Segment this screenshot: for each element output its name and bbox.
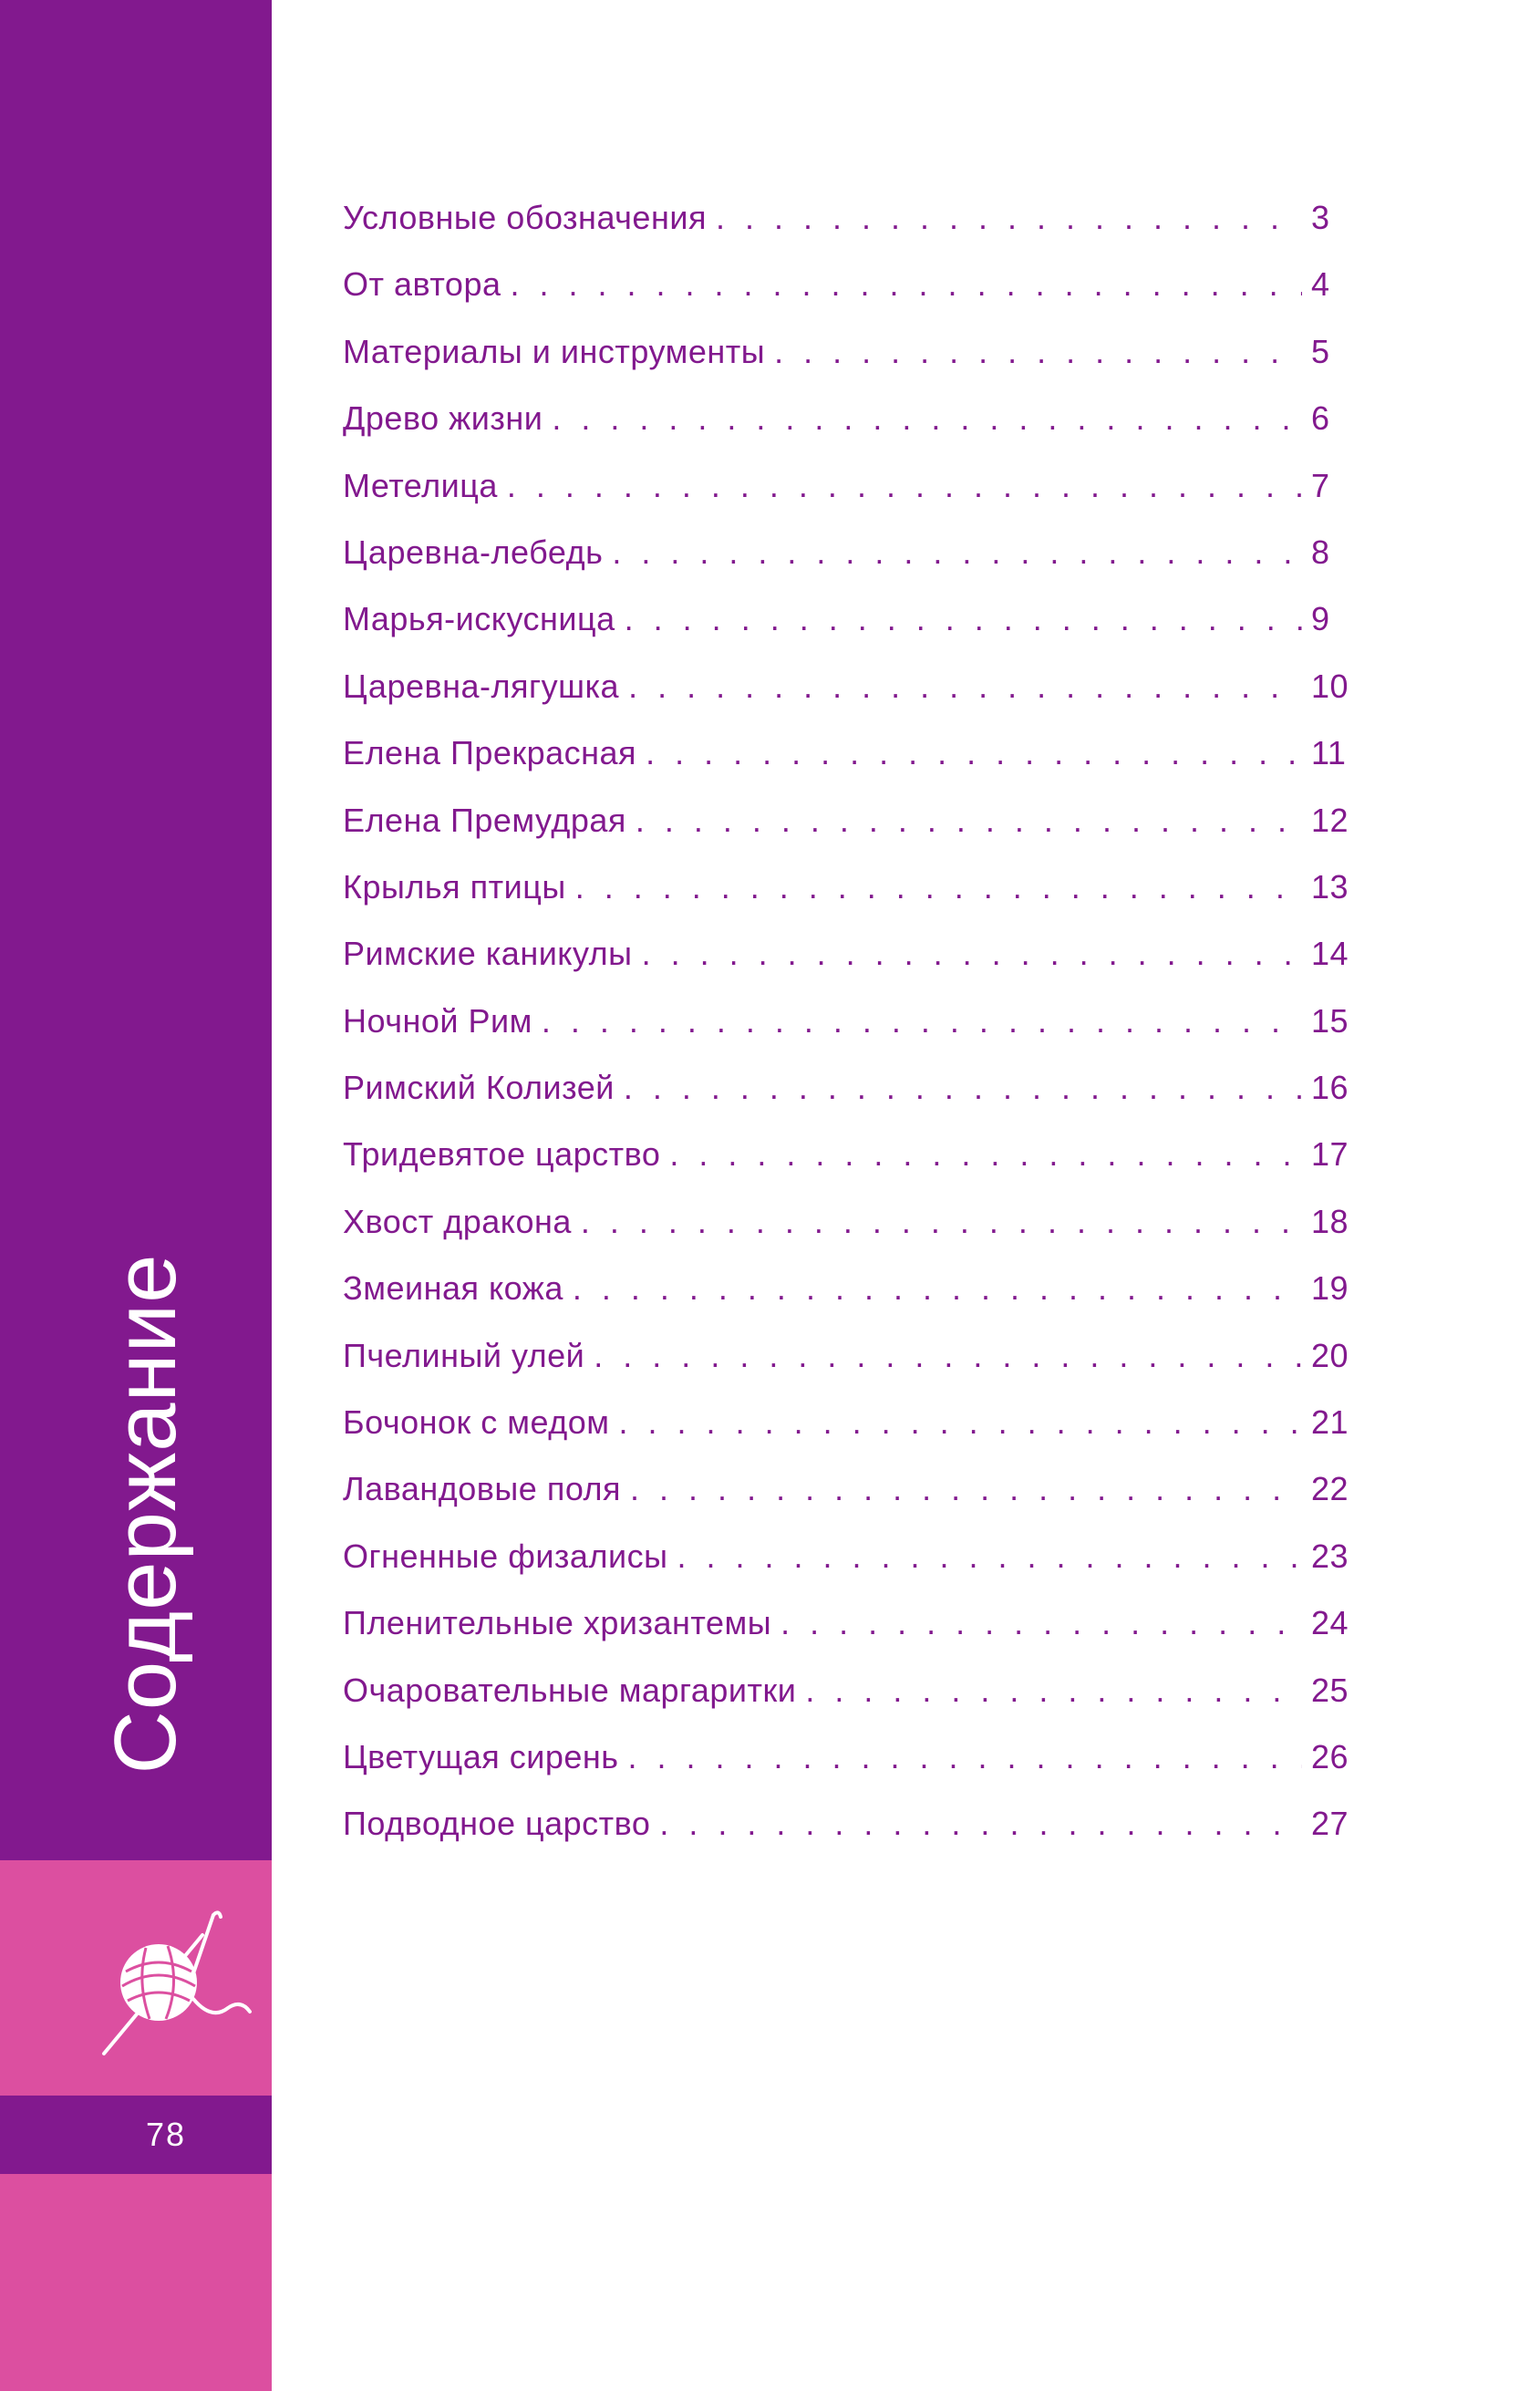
toc-item-page: 18 — [1311, 1202, 1349, 1240]
toc-item[interactable] — [343, 1470, 1355, 1537]
toc-item[interactable] — [343, 1069, 1355, 1135]
toc-item-page: 4 — [1311, 265, 1330, 304]
toc-item-page: 26 — [1311, 1737, 1349, 1775]
toc-item-title: Тридевятое царство — [343, 1135, 661, 1174]
toc-item-page: 22 — [1311, 1470, 1349, 1508]
toc-item-title: Пчелиный улей — [343, 1336, 585, 1374]
toc-item-title: Бочонок с медом — [343, 1403, 610, 1442]
toc-item-page: 27 — [1311, 1805, 1349, 1843]
toc-leader-dots — [542, 1002, 1302, 1040]
toc-item-title: Цветущая сирень — [343, 1737, 619, 1775]
toc-item-title: От автора — [343, 265, 501, 304]
toc-item[interactable] — [343, 1604, 1355, 1671]
toc-leader-dots — [805, 1672, 1302, 1710]
toc-item-title: Ночной Рим — [343, 1001, 532, 1040]
toc-item[interactable] — [343, 1135, 1355, 1202]
table-of-contents — [343, 199, 1355, 1872]
toc-item-title: Крылья птицы — [343, 867, 566, 906]
toc-item-title: Елена Премудрая — [343, 801, 626, 839]
toc-item-page: 5 — [1311, 332, 1330, 370]
toc-item-title: Очаровательные маргаритки — [343, 1671, 797, 1709]
page-title: Содержание — [97, 1253, 194, 1775]
toc-item-title: Змеиная кожа — [343, 1269, 563, 1308]
toc-item-title: Марья-искусница — [343, 600, 615, 638]
toc-leader-dots — [642, 935, 1302, 973]
toc-item[interactable] — [343, 1203, 1355, 1269]
toc-leader-dots — [628, 668, 1302, 706]
toc-leader-dots — [628, 1738, 1303, 1776]
toc-item-page: 24 — [1311, 1604, 1349, 1642]
toc-item-page: 11 — [1311, 734, 1347, 772]
toc-leader-dots — [636, 802, 1302, 840]
toc-item-title: Хвост дракона — [343, 1202, 572, 1240]
toc-item[interactable] — [343, 734, 1355, 801]
toc-item[interactable] — [343, 802, 1355, 868]
toc-item[interactable] — [343, 668, 1355, 734]
toc-item[interactable] — [343, 600, 1355, 667]
toc-item-page: 13 — [1311, 867, 1349, 906]
toc-item-page: 15 — [1311, 1001, 1349, 1040]
toc-item-page: 16 — [1311, 1069, 1349, 1107]
toc-leader-dots — [716, 199, 1302, 237]
toc-leader-dots — [780, 1604, 1302, 1642]
yarn-ball-needles-icon — [95, 1908, 259, 2063]
toc-item-title: Римский Колизей — [343, 1069, 615, 1107]
toc-leader-dots — [612, 533, 1302, 572]
toc-leader-dots — [625, 600, 1302, 638]
toc-item[interactable] — [343, 868, 1355, 935]
toc-leader-dots — [575, 868, 1302, 906]
toc-leader-dots — [619, 1403, 1302, 1442]
toc-item-title: Елена Прекрасная — [343, 734, 637, 772]
toc-item-title: Условные обозначения — [343, 199, 707, 236]
toc-item[interactable] — [343, 1269, 1355, 1336]
toc-leader-dots — [659, 1805, 1302, 1843]
toc-item-title: Огненные физалисы — [343, 1537, 668, 1575]
toc-item[interactable] — [343, 935, 1355, 1001]
toc-item-title: Царевна-лебедь — [343, 533, 604, 571]
toc-item[interactable] — [343, 1403, 1355, 1470]
toc-leader-dots — [630, 1470, 1302, 1508]
toc-item-page: 14 — [1311, 935, 1349, 973]
toc-item-page: 12 — [1311, 801, 1349, 839]
toc-item-page: 25 — [1311, 1671, 1349, 1709]
toc-item-page: 3 — [1311, 199, 1330, 236]
toc-leader-dots — [573, 1269, 1302, 1308]
toc-item-page: 9 — [1311, 600, 1330, 638]
toc-leader-dots — [552, 399, 1302, 438]
toc-item-page: 19 — [1311, 1269, 1349, 1308]
toc-item-title: Метелица — [343, 466, 498, 504]
toc-item-page: 21 — [1311, 1403, 1349, 1442]
toc-item-page: 7 — [1311, 466, 1330, 504]
toc-leader-dots — [507, 467, 1302, 505]
toc-item-page: 6 — [1311, 399, 1330, 438]
toc-item-page: 8 — [1311, 533, 1330, 571]
toc-leader-dots — [669, 1135, 1302, 1174]
toc-item[interactable] — [343, 199, 1355, 265]
toc-item[interactable] — [343, 265, 1355, 332]
toc-leader-dots — [581, 1203, 1302, 1241]
toc-item-title: Царевна-лягушка — [343, 667, 620, 705]
toc-item[interactable] — [343, 1537, 1355, 1604]
toc-item-title: Материалы и инструменты — [343, 332, 766, 370]
sidebar — [0, 0, 272, 2391]
toc-leader-dots — [646, 734, 1302, 772]
toc-item[interactable] — [343, 533, 1355, 600]
toc-item[interactable] — [343, 1672, 1355, 1738]
toc-item-title: Древо жизни — [343, 399, 543, 438]
page-number: 78 — [145, 2116, 187, 2153]
toc-item[interactable] — [343, 399, 1355, 466]
toc-leader-dots — [774, 333, 1302, 371]
toc-item-page: 17 — [1311, 1135, 1349, 1174]
sidebar-pink-bottom-panel — [0, 2174, 272, 2391]
toc-item[interactable] — [343, 467, 1355, 533]
toc-leader-dots — [594, 1337, 1302, 1375]
toc-item[interactable] — [343, 333, 1355, 399]
toc-leader-dots — [624, 1069, 1302, 1107]
toc-item-page: 20 — [1311, 1336, 1349, 1374]
toc-item[interactable] — [343, 1805, 1355, 1871]
toc-item-title: Пленительные хризантемы — [343, 1604, 772, 1642]
toc-item-title: Подводное царство — [343, 1805, 651, 1843]
toc-item[interactable] — [343, 1002, 1355, 1069]
toc-leader-dots — [511, 265, 1303, 304]
toc-item-page: 10 — [1311, 667, 1349, 705]
toc-item-title: Лавандовые поля — [343, 1470, 622, 1508]
toc-leader-dots — [677, 1537, 1302, 1576]
toc-item[interactable] — [343, 1738, 1355, 1805]
toc-item[interactable] — [343, 1337, 1355, 1403]
toc-item-title: Римские каникулы — [343, 935, 633, 973]
toc-item-page: 23 — [1311, 1537, 1349, 1575]
